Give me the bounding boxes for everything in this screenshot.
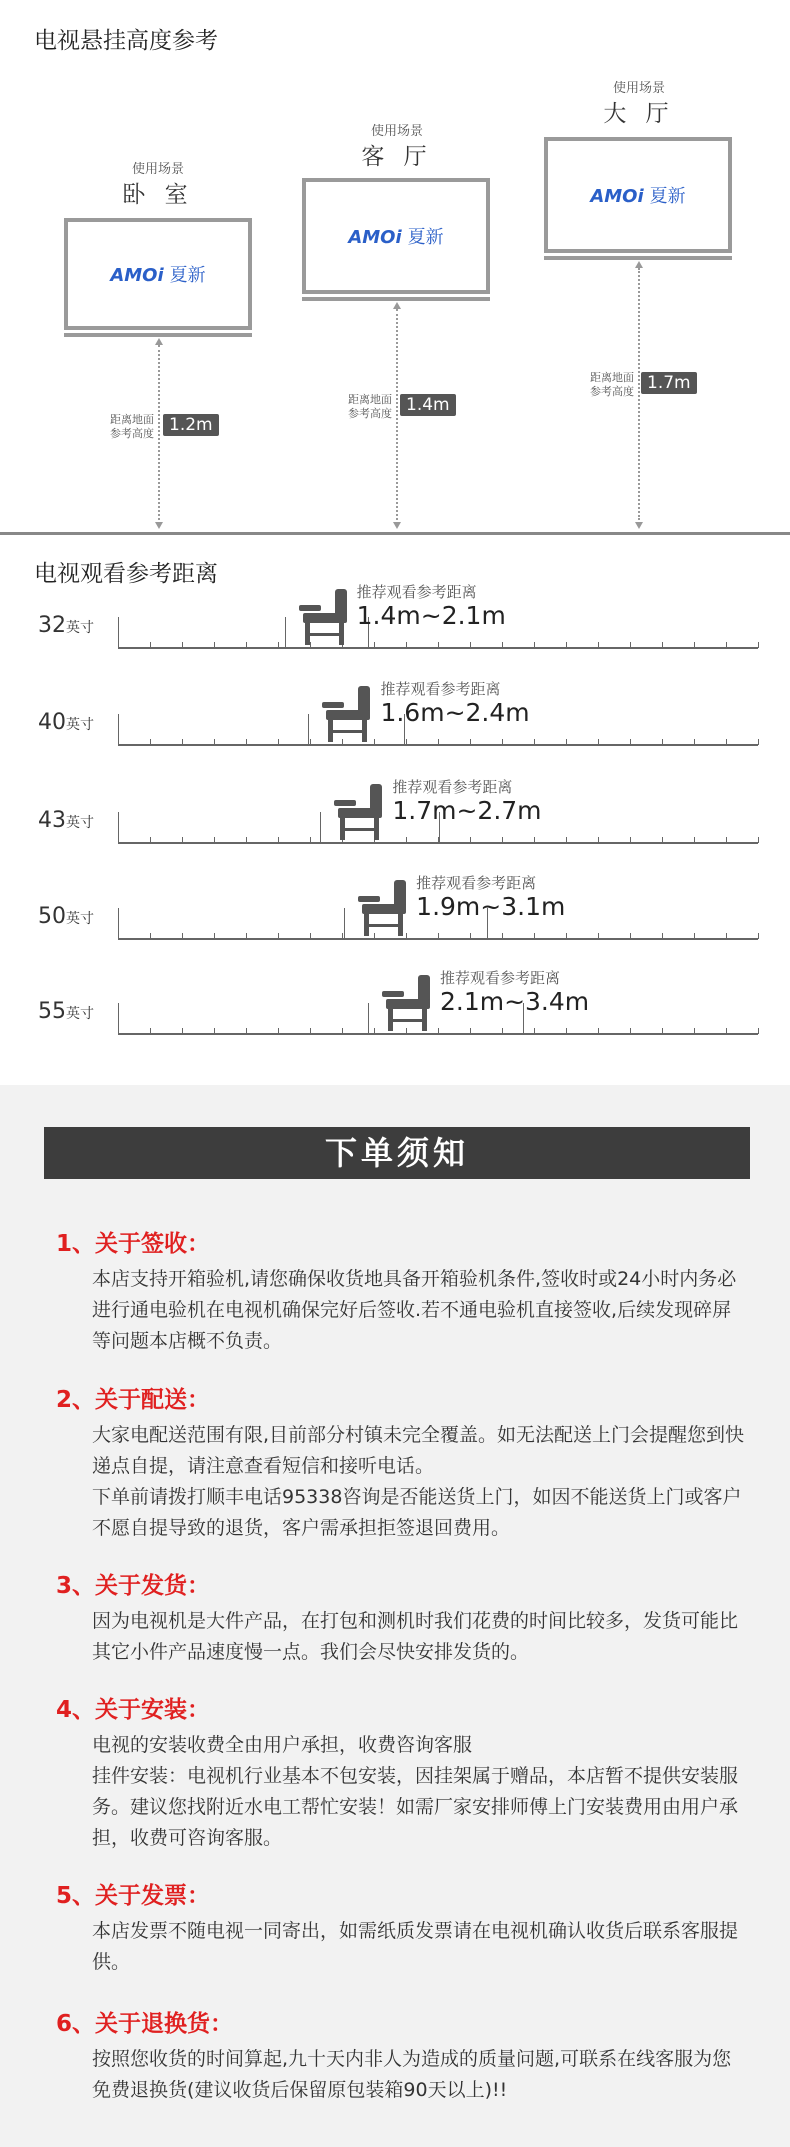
tv-base <box>544 256 732 260</box>
ruler-tick <box>566 1028 567 1034</box>
notice-text: 大家电配送范围有限,目前部分村镇未完全覆盖。如无法配送上门会提醒您到快递点自提，请注意查看短信和接听电话。 <box>92 1424 745 1477</box>
ruler-tick <box>566 642 567 648</box>
ruler-tick <box>566 739 567 745</box>
notice-title: 2、关于配送： <box>56 1387 211 1413</box>
ruler-tick <box>246 837 247 843</box>
ruler-tick <box>534 1028 535 1034</box>
chair-icon <box>320 682 380 744</box>
recommended-distance-value: 2.1m~3.4m <box>439 987 590 1016</box>
tv-bedroom <box>64 218 252 330</box>
range-start-marker <box>344 908 345 938</box>
ref-height-bedroom: 1.2m <box>163 414 219 436</box>
notice-installation <box>56 1691 746 1854</box>
distance-row <box>0 969 790 1053</box>
ruler-tick <box>758 739 759 745</box>
distance-row <box>0 680 790 764</box>
recommended-distance-label: 推荐观看参考距离 <box>416 874 537 892</box>
ruler-origin <box>118 908 119 938</box>
ruler-tick <box>726 933 727 939</box>
notice-signing <box>56 1225 746 1357</box>
ruler-tick <box>374 1028 375 1034</box>
ruler-tick <box>502 933 503 939</box>
scene-label-living: 使用场景 <box>370 124 423 139</box>
distance-row <box>0 874 790 958</box>
ruler-tick <box>342 933 343 939</box>
ruler-tick <box>278 739 279 745</box>
notice-text: 下单前请拨打顺丰电话95338咨询是否能送货上门，如因不能送货上门或客户不愿自提导致的退货，客户需承担拒签退回费用。 <box>92 1486 742 1539</box>
hanging-height-section <box>0 0 790 535</box>
notice-text: 因为电视机是大件产品，在打包和测机时我们花费的时间比较多，发货可能比其它小件产品速度慢一点。我们会尽快安排发货的。 <box>92 1610 739 1663</box>
tv-living-room <box>302 178 490 294</box>
ruler-tick <box>246 642 247 648</box>
height-guide-line <box>396 309 398 520</box>
ruler-tick <box>278 1028 279 1034</box>
recommended-distance-value: 1.7m~2.7m <box>392 796 542 825</box>
ruler-tick <box>150 642 151 648</box>
ruler-tick <box>694 933 695 939</box>
ruler-tick <box>662 837 663 843</box>
recommended-distance-value: 1.9m~3.1m <box>416 892 566 921</box>
scene-label-bedroom: 使用场景 <box>131 162 184 177</box>
ruler-tick <box>630 933 631 939</box>
recommended-distance-value: 1.6m~2.4m <box>380 698 530 727</box>
scene-name-living: 客 厅 <box>361 144 433 170</box>
notice-title: 3、关于发货： <box>56 1573 211 1599</box>
ruler-tick <box>758 933 759 939</box>
notice-returns <box>56 2005 746 2106</box>
notice-title: 6、关于退换货： <box>56 2011 234 2037</box>
ruler-tick <box>182 1028 183 1034</box>
ruler-tick <box>214 837 215 843</box>
arrow-down-icon <box>393 522 401 529</box>
ruler-tick <box>630 1028 631 1034</box>
ruler-tick <box>310 933 311 939</box>
ref-height-hall: 1.7m <box>641 372 697 394</box>
ruler-tick <box>438 739 439 745</box>
notice-text: 按照您收货的时间算起,九十天内非人为造成的质量问题,可联系在线客服为您免费退换货(建议收货后保留原包装箱90天以上)!! <box>92 2048 732 2101</box>
tv-size-label: 50英寸 <box>38 904 94 929</box>
hanging-height-title: 电视悬挂高度参考 <box>34 28 218 54</box>
tv-size-label: 43英寸 <box>38 808 94 833</box>
ruler-tick <box>278 837 279 843</box>
ruler-tick <box>310 1028 311 1034</box>
ruler-tick <box>598 837 599 843</box>
ruler-tick <box>246 1028 247 1034</box>
ruler-tick <box>182 933 183 939</box>
ruler-tick <box>662 1028 663 1034</box>
ruler-tick <box>662 642 663 648</box>
notice-title: 1、关于签收： <box>56 1231 211 1257</box>
recommended-distance-value: 1.4m~2.1m <box>356 601 506 630</box>
ruler-tick <box>598 933 599 939</box>
height-guide-line <box>638 268 640 520</box>
ruler-tick <box>150 739 151 745</box>
ruler-tick <box>566 933 567 939</box>
ruler-tick <box>406 642 407 648</box>
ruler-tick <box>470 933 471 939</box>
ruler-tick <box>630 642 631 648</box>
ruler-tick <box>758 642 759 648</box>
order-notice-banner: 下单须知 <box>44 1127 750 1179</box>
chair-icon <box>297 585 357 647</box>
ruler-tick <box>502 642 503 648</box>
tv-size-label: 40英寸 <box>38 710 94 735</box>
ruler-tick <box>694 739 695 745</box>
ruler-tick <box>214 933 215 939</box>
ruler-tick <box>694 642 695 648</box>
chair-icon <box>332 780 392 842</box>
ruler-tick <box>438 933 439 939</box>
ruler-tick <box>502 837 503 843</box>
notice-delivery <box>56 1381 746 1544</box>
tv-size-label: 55英寸 <box>38 999 94 1024</box>
ref-label-bedroom: 距离地面 参考高度 <box>110 413 154 440</box>
ruler-tick <box>150 933 151 939</box>
arrow-up-icon <box>635 261 643 268</box>
ruler-tick <box>502 739 503 745</box>
arrow-up-icon <box>393 302 401 309</box>
ruler-origin <box>118 714 119 744</box>
recommended-distance-label: 推荐观看参考距离 <box>439 969 560 987</box>
viewing-distance-title: 电视观看参考距离 <box>34 561 218 587</box>
notice-text: 本店发票不随电视一同寄出，如需纸质发票请在电视机确认收货后联系客服提供。 <box>92 1920 739 1973</box>
ruler-tick <box>214 642 215 648</box>
ruler-tick <box>598 1028 599 1034</box>
notice-text: 电视的安装收费全由用户承担，收费咨询客服 <box>92 1734 473 1756</box>
recommended-distance-label: 推荐观看参考距离 <box>392 778 513 796</box>
range-start-marker <box>368 1003 369 1033</box>
ruler-tick <box>470 837 471 843</box>
ruler-tick <box>374 642 375 648</box>
ruler-tick <box>534 933 535 939</box>
ruler-tick <box>278 642 279 648</box>
amoi-logo: AMOi 夏新 <box>110 265 206 286</box>
recommended-distance-label: 推荐观看参考距离 <box>380 680 501 698</box>
ref-label-living: 距离地面 参考高度 <box>348 393 392 420</box>
ruler-tick <box>502 1028 503 1034</box>
ruler-tick <box>246 933 247 939</box>
notice-invoice <box>56 1877 746 1978</box>
amoi-logo: AMOi 夏新 <box>590 186 686 207</box>
distance-row <box>0 583 790 667</box>
arrow-down-icon <box>635 522 643 529</box>
ruler-tick <box>598 739 599 745</box>
order-notice-section <box>0 1085 790 2147</box>
distance-row <box>0 778 790 862</box>
ruler-tick <box>662 739 663 745</box>
ruler-tick <box>438 642 439 648</box>
ruler-tick <box>470 1028 471 1034</box>
ruler-tick <box>182 837 183 843</box>
ruler-tick <box>342 1028 343 1034</box>
notice-text: 挂件安装：电视机行业基本不包安装，因挂架属于赠品，本店暂不提供安装服务。建议您找附近水电工帮忙安装！如需厂家安排师傅上门安装费用由用户承担，收费可咨询客服。 <box>92 1765 739 1849</box>
ruler-tick <box>406 837 407 843</box>
ruler-tick <box>534 837 535 843</box>
ruler-tick <box>534 642 535 648</box>
viewing-distance-section <box>0 535 790 1085</box>
ruler-tick <box>470 739 471 745</box>
amoi-logo: AMOi 夏新 <box>348 227 444 248</box>
ruler-tick <box>630 739 631 745</box>
ruler-tick <box>150 1028 151 1034</box>
scene-label-hall: 使用场景 <box>612 81 665 96</box>
ruler-tick <box>662 933 663 939</box>
ruler-tick <box>726 837 727 843</box>
chair-icon <box>356 876 416 938</box>
ruler-tick <box>182 642 183 648</box>
ruler-origin <box>118 812 119 842</box>
ruler-tick <box>534 739 535 745</box>
ruler-tick <box>758 1028 759 1034</box>
ruler-tick <box>758 837 759 843</box>
notice-title: 4、关于安装： <box>56 1697 211 1723</box>
notice-text: 本店支持开箱验机,请您确保收货地具备开箱验机条件,签收时或24小时内务必进行通电验机在电视机确保完好后签收.若不通电验机直接签收,后续发现碎屏等问题本店概不负责。 <box>92 1268 737 1352</box>
notice-shipping <box>56 1567 746 1668</box>
range-start-marker <box>285 617 286 647</box>
ruler-tick <box>694 837 695 843</box>
ruler-origin <box>118 1003 119 1033</box>
ruler-tick <box>726 642 727 648</box>
ruler-tick <box>726 1028 727 1034</box>
ref-label-hall: 距离地面 参考高度 <box>590 371 634 398</box>
tv-size-label: 32英寸 <box>38 613 94 638</box>
arrow-up-icon <box>155 338 163 345</box>
notice-title: 5、关于发票： <box>56 1883 211 1909</box>
ruler-tick <box>182 739 183 745</box>
ruler-tick <box>694 1028 695 1034</box>
chair-icon <box>380 971 440 1033</box>
ruler-tick <box>598 642 599 648</box>
recommended-distance-label: 推荐观看参考距离 <box>356 583 477 601</box>
ruler-tick <box>310 739 311 745</box>
ruler-tick <box>150 837 151 843</box>
tv-base <box>302 297 490 301</box>
ruler-origin <box>118 617 119 647</box>
ruler-tick <box>246 739 247 745</box>
ruler-tick <box>630 837 631 843</box>
ruler-tick <box>726 739 727 745</box>
range-start-marker <box>308 714 309 744</box>
ruler-tick <box>310 837 311 843</box>
tv-hall <box>544 137 732 253</box>
range-start-marker <box>320 812 321 842</box>
scene-name-bedroom: 卧 室 <box>122 182 194 208</box>
scene-name-hall: 大 厅 <box>603 101 675 127</box>
ref-height-living: 1.4m <box>400 394 456 416</box>
ruler-tick <box>214 739 215 745</box>
height-guide-line <box>158 345 160 520</box>
tv-base <box>64 333 252 337</box>
ruler-tick <box>470 642 471 648</box>
ruler-tick <box>278 933 279 939</box>
arrow-down-icon <box>155 522 163 529</box>
ruler-tick <box>406 739 407 745</box>
ruler-tick <box>214 1028 215 1034</box>
ruler-tick <box>566 837 567 843</box>
